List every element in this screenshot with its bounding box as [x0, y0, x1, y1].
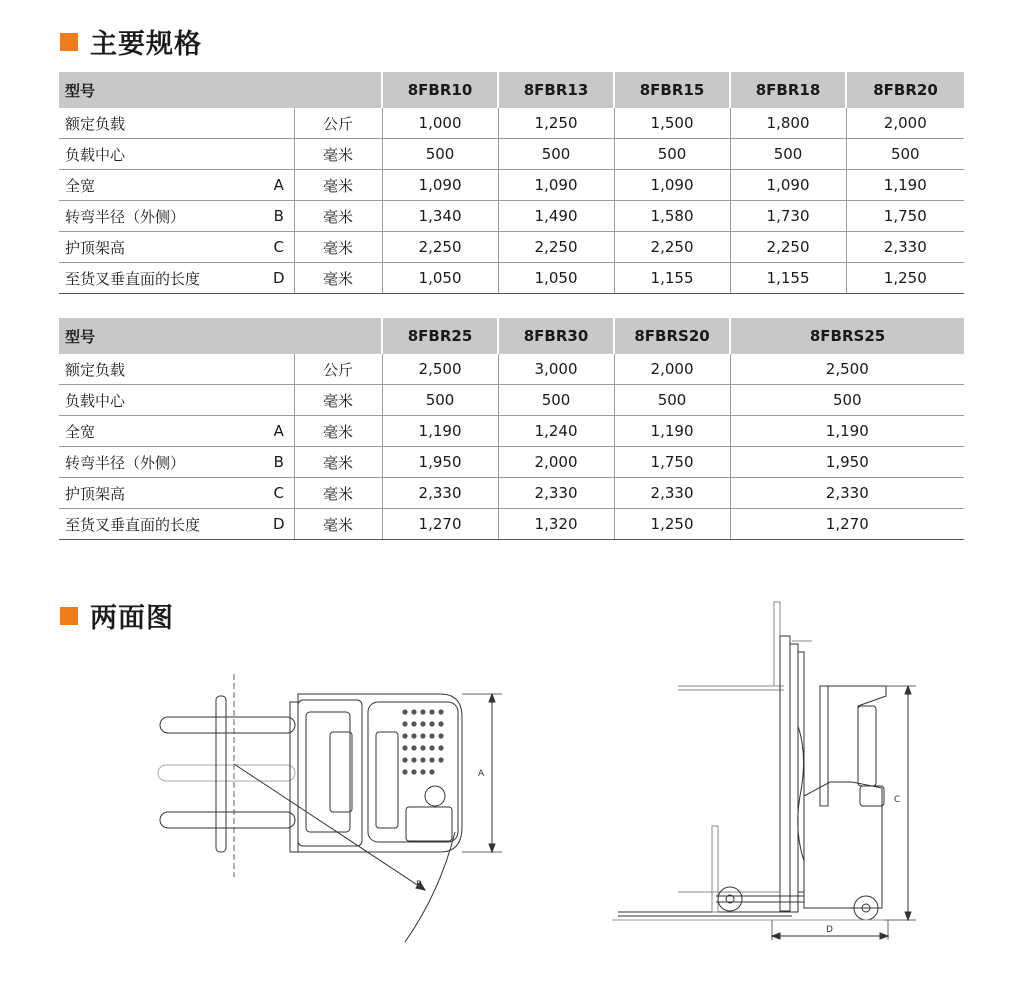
value-cell: 500 [498, 385, 614, 416]
spec-table-1 [59, 72, 964, 294]
dim-d-label: D [826, 925, 833, 935]
value-cell: 1,190 [846, 170, 964, 201]
value-cell: 500 [382, 139, 498, 170]
table-row [59, 170, 964, 201]
model-column-header: 8FBR15 [614, 72, 730, 108]
dimension-letter: C [264, 232, 294, 263]
row-label: 负载中心 [59, 385, 264, 416]
unit-cell: 毫米 [294, 170, 382, 201]
value-cell: 500 [846, 139, 964, 170]
row-label: 负载中心 [59, 139, 264, 170]
top-view-drawing [150, 672, 510, 947]
section-title: 主要规格 [90, 29, 202, 60]
section-marker-icon [60, 607, 78, 625]
unit-cell: 毫米 [294, 201, 382, 232]
table-row [59, 416, 964, 447]
model-column-header: 8FBR18 [730, 72, 846, 108]
value-cell: 1,155 [730, 263, 846, 294]
value-cell: 1,270 [382, 509, 498, 540]
value-cell: 2,250 [498, 232, 614, 263]
model-column-header: 8FBR10 [382, 72, 498, 108]
value-cell: 1,250 [846, 263, 964, 294]
value-cell: 3,000 [498, 354, 614, 385]
unit-cell: 毫米 [294, 263, 382, 294]
unit-cell: 毫米 [294, 232, 382, 263]
model-header-label: 型号 [59, 318, 382, 354]
dimension-letter: D [264, 509, 294, 540]
value-cell: 2,330 [498, 478, 614, 509]
value-cell: 2,330 [382, 478, 498, 509]
value-cell: 1,800 [730, 108, 846, 139]
model-column-header: 8FBR20 [846, 72, 964, 108]
section-title: 两面图 [90, 603, 174, 634]
value-cell: 1,250 [614, 509, 730, 540]
value-cell: 1,190 [382, 416, 498, 447]
row-label: 全宽 [59, 170, 264, 201]
value-cell: 2,500 [382, 354, 498, 385]
row-label: 至货叉垂直面的长度 [59, 509, 264, 540]
value-cell: 500 [382, 385, 498, 416]
row-label: 转弯半径（外侧） [59, 447, 264, 478]
table-row [59, 263, 964, 294]
table-row [59, 447, 964, 478]
value-cell: 1,090 [614, 170, 730, 201]
unit-cell: 毫米 [294, 509, 382, 540]
value-cell: 500 [614, 385, 730, 416]
dimension-letter [264, 108, 294, 139]
dim-a-label: A [478, 769, 485, 779]
unit-cell: 毫米 [294, 416, 382, 447]
value-cell: 1,730 [730, 201, 846, 232]
dimension-letter: A [264, 170, 294, 201]
value-cell: 500 [730, 139, 846, 170]
value-cell: 1,190 [730, 416, 964, 447]
value-cell: 2,250 [382, 232, 498, 263]
unit-cell: 毫米 [294, 447, 382, 478]
dimension-letter: C [264, 478, 294, 509]
section-header-two-views [60, 596, 174, 635]
value-cell: 1,320 [498, 509, 614, 540]
value-cell: 500 [730, 385, 964, 416]
row-label: 护顶架高 [59, 478, 264, 509]
value-cell: 1,190 [614, 416, 730, 447]
value-cell: 1,500 [614, 108, 730, 139]
dimension-letter: D [264, 263, 294, 294]
value-cell: 1,155 [614, 263, 730, 294]
table-row [59, 385, 964, 416]
table-row [59, 354, 964, 385]
model-column-header: 8FBR30 [498, 318, 614, 354]
dimension-letter: B [264, 201, 294, 232]
unit-cell: 公斤 [294, 354, 382, 385]
table-row [59, 201, 964, 232]
value-cell: 2,330 [730, 478, 964, 509]
value-cell: 1,000 [382, 108, 498, 139]
side-view-drawing [612, 596, 922, 946]
dim-c-label: C [894, 795, 901, 805]
unit-cell: 毫米 [294, 139, 382, 170]
row-label: 全宽 [59, 416, 264, 447]
dimension-letter [264, 354, 294, 385]
unit-cell: 毫米 [294, 385, 382, 416]
value-cell: 1,240 [498, 416, 614, 447]
dimension-letter [264, 139, 294, 170]
value-cell: 1,580 [614, 201, 730, 232]
value-cell: 2,500 [730, 354, 964, 385]
value-cell: 1,270 [730, 509, 964, 540]
value-cell: 2,250 [730, 232, 846, 263]
value-cell: 1,050 [382, 263, 498, 294]
model-column-header: 8FBRS25 [730, 318, 964, 354]
model-header-label: 型号 [59, 72, 382, 108]
unit-cell: 公斤 [294, 108, 382, 139]
value-cell: 500 [498, 139, 614, 170]
value-cell: 1,950 [730, 447, 964, 478]
value-cell: 2,250 [614, 232, 730, 263]
section-header-main-specs [60, 22, 202, 61]
dimension-letter: A [264, 416, 294, 447]
value-cell: 1,750 [614, 447, 730, 478]
value-cell: 1,090 [498, 170, 614, 201]
row-label: 转弯半径（外侧） [59, 201, 264, 232]
value-cell: 1,090 [382, 170, 498, 201]
value-cell: 1,340 [382, 201, 498, 232]
unit-cell: 毫米 [294, 478, 382, 509]
table-header-row [59, 318, 964, 354]
section-marker-icon [60, 33, 78, 51]
value-cell: 1,490 [498, 201, 614, 232]
table-row [59, 139, 964, 170]
value-cell: 1,950 [382, 447, 498, 478]
value-cell: 2,000 [846, 108, 964, 139]
value-cell: 2,330 [614, 478, 730, 509]
dim-b-label: B [416, 880, 423, 890]
value-cell: 1,090 [730, 170, 846, 201]
value-cell: 1,750 [846, 201, 964, 232]
value-cell: 2,000 [614, 354, 730, 385]
table-header-row [59, 72, 964, 108]
value-cell: 2,000 [498, 447, 614, 478]
table-row [59, 478, 964, 509]
row-label: 额定负载 [59, 108, 264, 139]
value-cell: 1,050 [498, 263, 614, 294]
model-column-header: 8FBRS20 [614, 318, 730, 354]
value-cell: 1,250 [498, 108, 614, 139]
value-cell: 500 [614, 139, 730, 170]
row-label: 护顶架高 [59, 232, 264, 263]
table-row [59, 108, 964, 139]
table-row [59, 509, 964, 540]
dimension-letter: B [264, 447, 294, 478]
table-row [59, 232, 964, 263]
spec-table-2 [59, 318, 964, 540]
model-column-header: 8FBR25 [382, 318, 498, 354]
model-column-header: 8FBR13 [498, 72, 614, 108]
row-label: 额定负载 [59, 354, 264, 385]
value-cell: 2,330 [846, 232, 964, 263]
row-label: 至货叉垂直面的长度 [59, 263, 264, 294]
dimension-letter [264, 385, 294, 416]
